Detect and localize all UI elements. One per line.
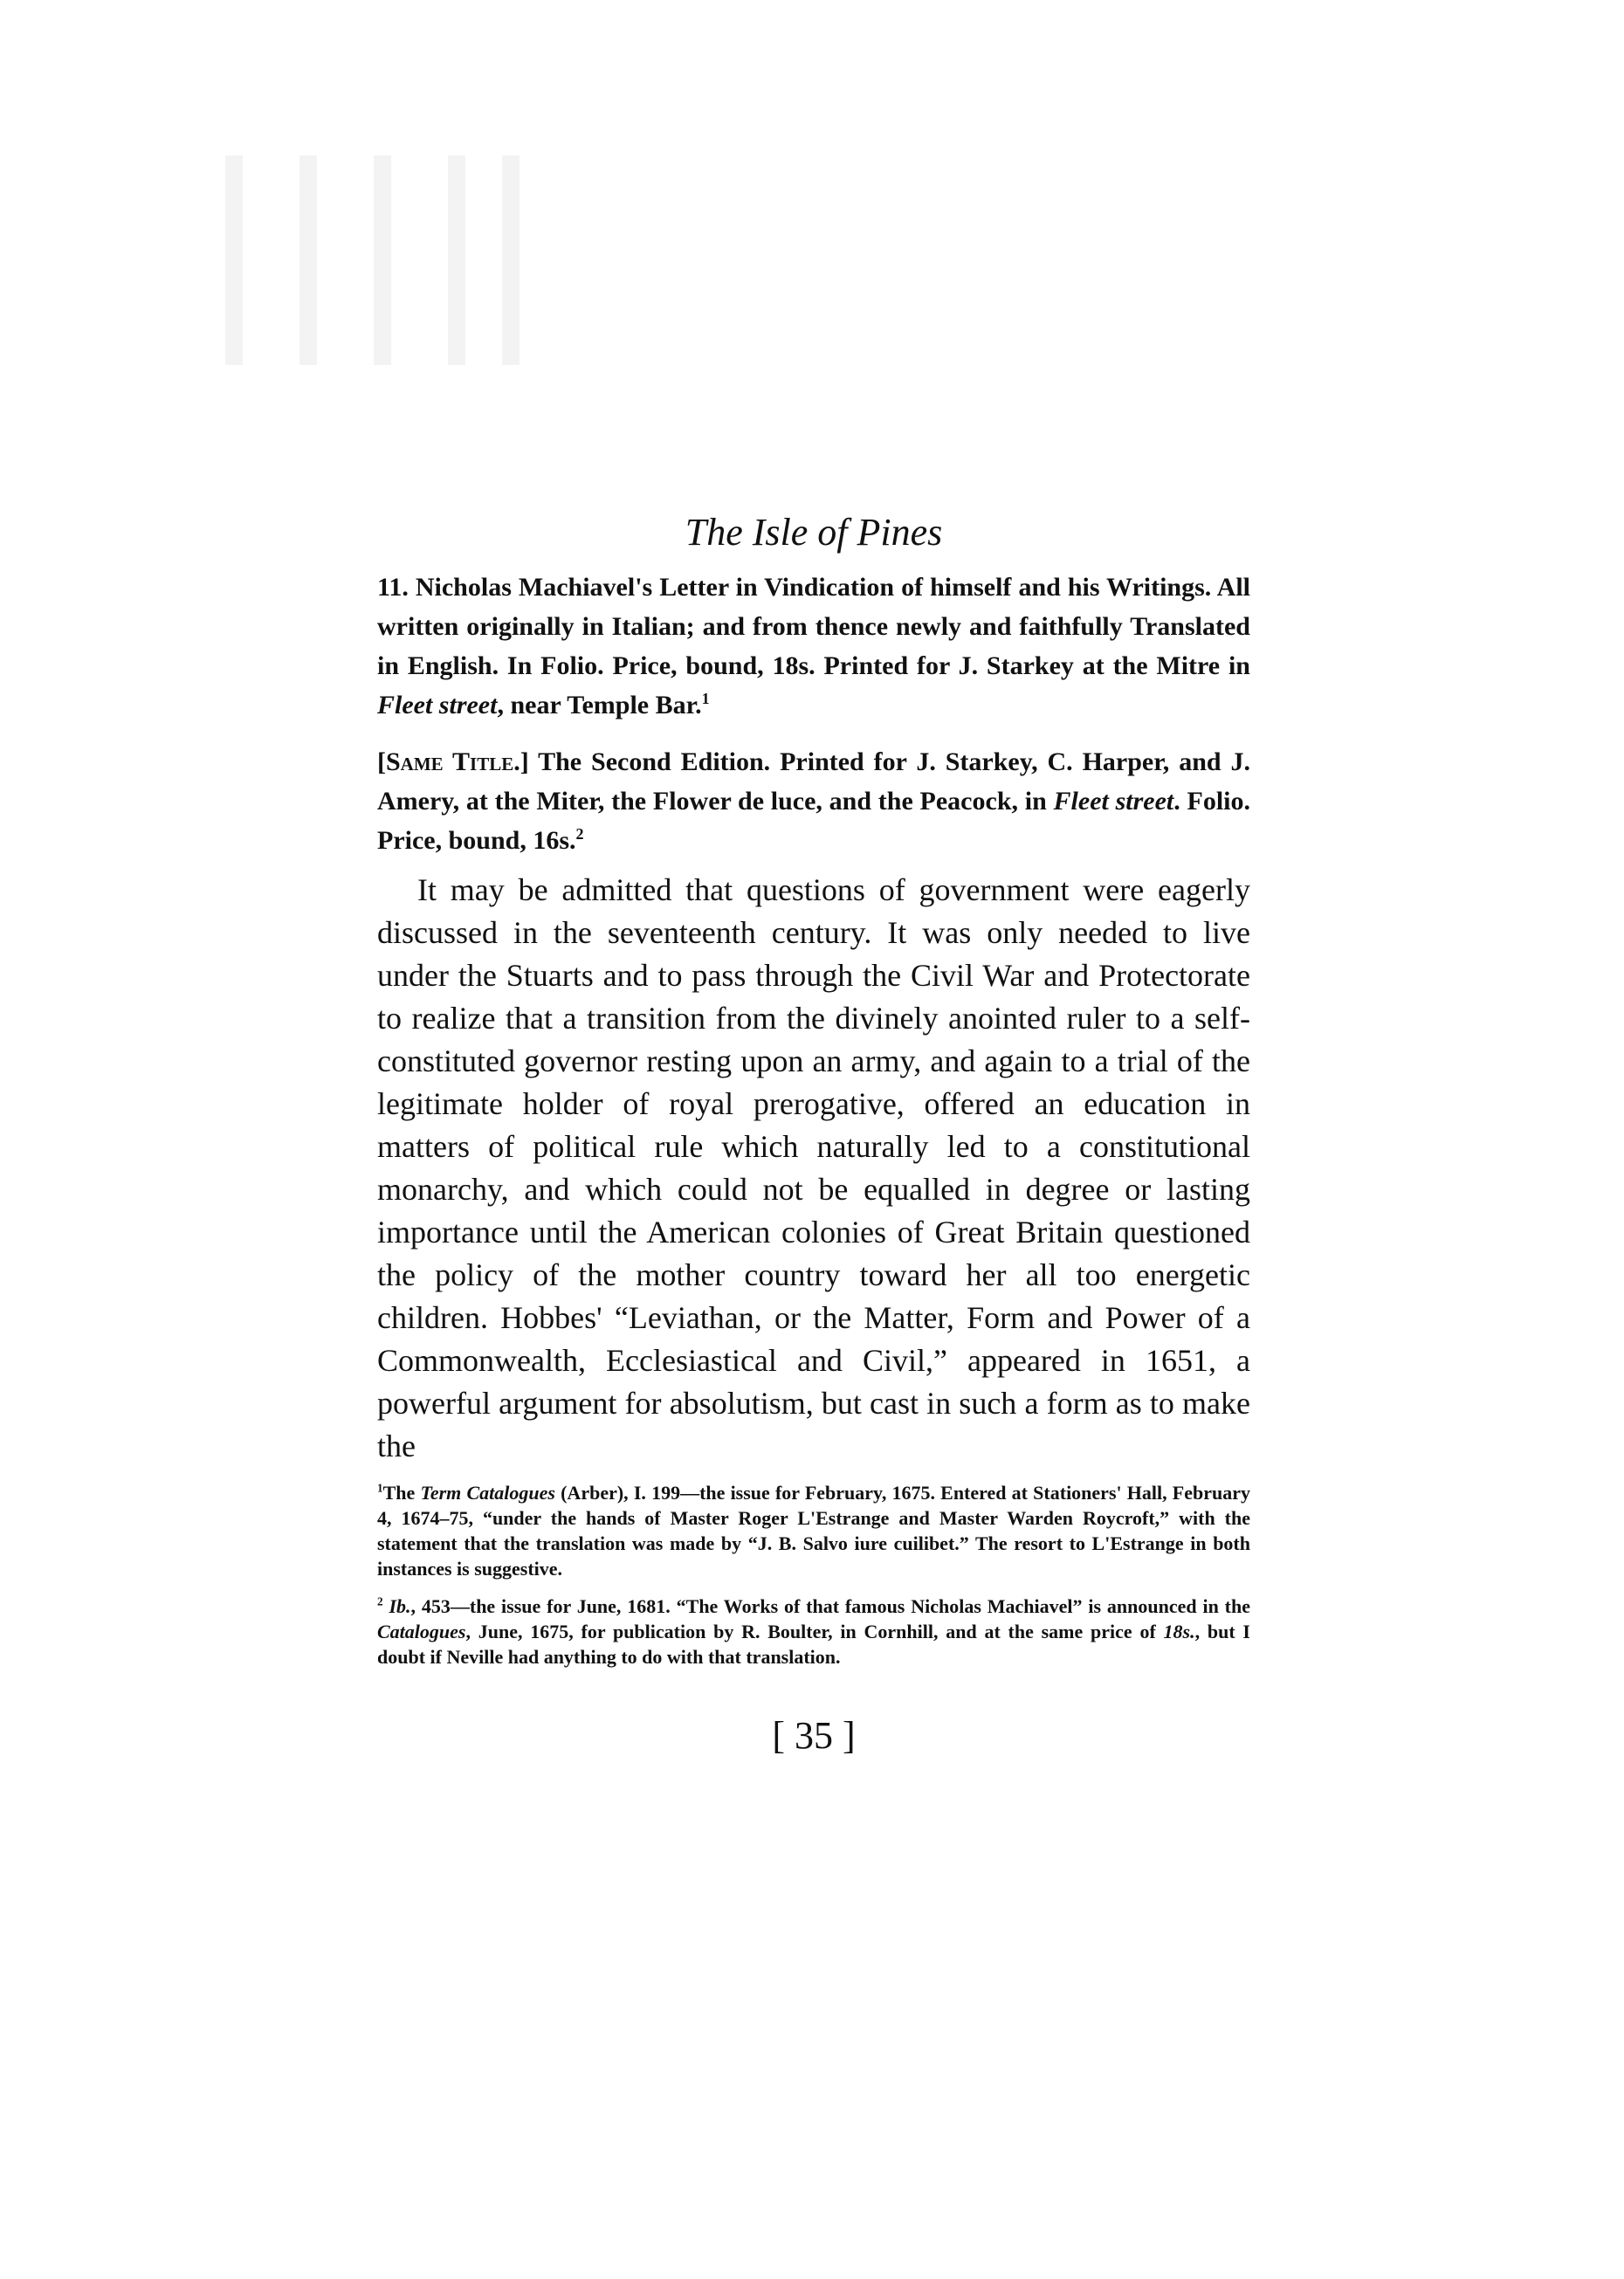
footnote-title: Catalogues <box>377 1621 466 1642</box>
bleed-through-mark <box>502 155 520 365</box>
footnote-1 <box>377 1480 1250 1581</box>
running-head: The Isle of Pines <box>685 511 943 554</box>
same-title-label: [Same Title.] <box>377 747 529 776</box>
footnote-price: 18s. <box>1163 1621 1195 1642</box>
entry-text: . Folio. Price, bound, 16s. <box>377 787 1250 855</box>
footnote-text: , but I doubt if Neville had anything to do with that translation. <box>377 1621 1250 1668</box>
bibliography-entry-same-title <box>377 742 1250 860</box>
footnote-ref: 1 <box>701 690 710 707</box>
bibliography-entry-11 <box>377 568 1250 725</box>
bleed-through-mark <box>299 155 317 365</box>
footnote-2 <box>377 1594 1250 1670</box>
footnote-marker: 1 <box>377 1481 383 1495</box>
footnote-ref: 2 <box>575 825 584 843</box>
bleed-through-mark <box>448 155 465 365</box>
bleed-through-mark <box>374 155 391 365</box>
footnote-ib: Ib. <box>389 1595 411 1617</box>
entry-text: The Second Edition. Printed for J. Starkey, C. Harper, and J. Amery, at the Miter, the Flower de luce, and the Peacock, in <box>377 747 1250 816</box>
entry-text: , near Temple Bar. <box>497 691 702 720</box>
footnote-text: (Arber), I. 199—the issue for February, 1675. Entered at Stationers' Hall, February 4, 1674–75, “under the hands of Master Roger L'Estrange and Master Warden Roycroft,” with the statement that the translation was made by “J. B. Salvo iure cuilibet.” The resort to L'Estrange in both instances is suggestive. <box>377 1482 1250 1580</box>
footnote-text: The <box>382 1482 421 1504</box>
entry-place: Fleet street <box>377 691 498 720</box>
entry-place: Fleet street <box>1053 787 1174 816</box>
footnote-text: , June, 1675, for publication by R. Boulter, in Cornhill, and at the same price of <box>465 1621 1164 1642</box>
entry-text: 11. Nicholas Machiavel's Letter in Vindication of himself and his Writings. All written originally in Italian; and from thence newly and faithfully Translated in English. In Folio. Price, bound, 18s. Printed for J. Starkey at the Mitre in <box>377 573 1250 680</box>
bleed-through-mark <box>225 155 243 365</box>
body-paragraph: It may be admitted that questions of government were eagerly discussed in the seventeenth century. It was only needed to live under the Stuarts and to pass through the Civil War and Protectorate to realize that a transition from the divinely anointed ruler to a self-constituted governor resting upon an army, and again to a trial of the legitimate holder of royal prerogative, offered an education in matters of political rule which naturally led to a constitutional monarchy, and which could not be equalled in degree or lasting importance until the American colonies of Great Britain questioned the policy of the mother country toward her all too energetic children. Hobbes' “Leviathan, or the Matter, Form and Power of a Commonwealth, Ecclesiastical and Civil,” appeared in 1651, a powerful argument for absolutism, but cast in such a form as to make the <box>377 872 1250 1463</box>
page-number: [ 35 ] <box>772 1714 856 1757</box>
footnote-marker: 2 <box>377 1594 383 1608</box>
footnote-title: Term Catalogues <box>420 1482 555 1504</box>
footnote-text: , 453—the issue for June, 1681. “The Works of that famous Nicholas Machiavel” is announced in the <box>410 1595 1250 1617</box>
